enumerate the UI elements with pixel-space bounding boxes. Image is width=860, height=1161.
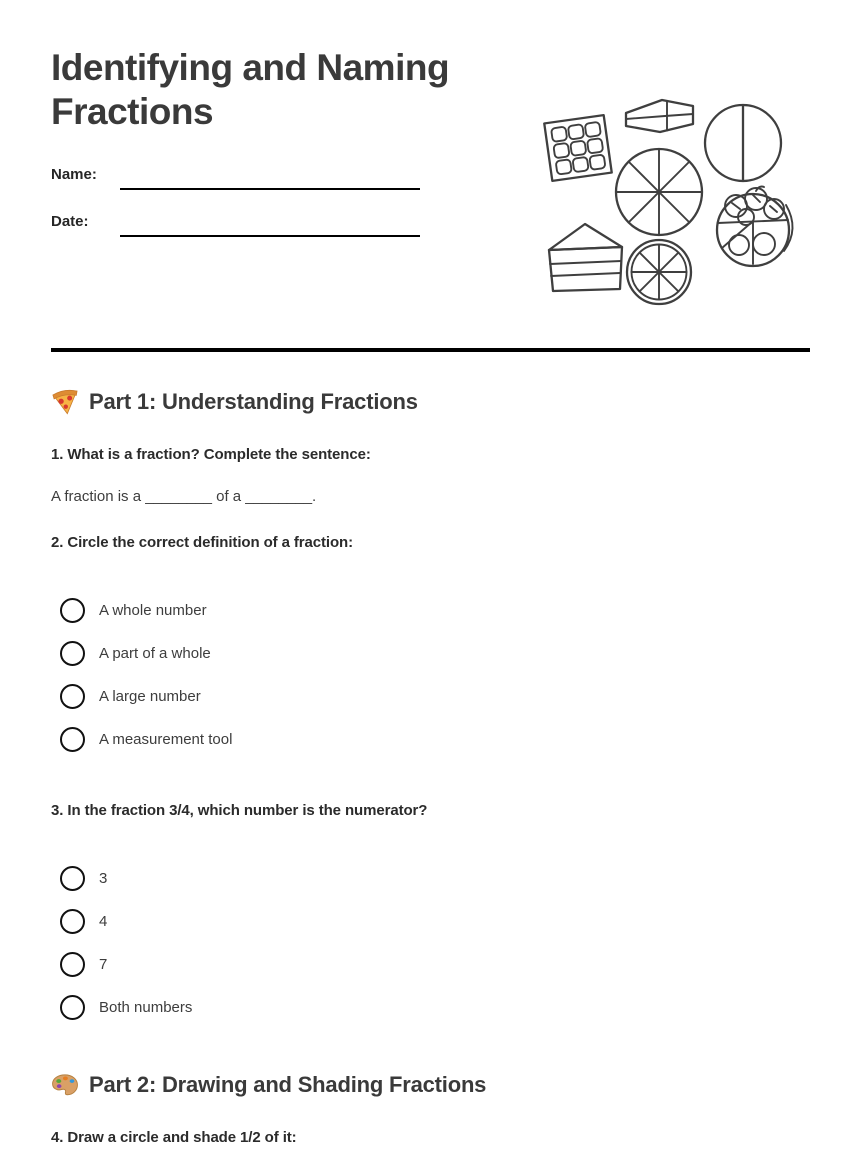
q3-option-row xyxy=(60,995,192,1020)
q3-option-row xyxy=(60,909,107,934)
q3-option2-label: 4 xyxy=(99,913,108,930)
q3-option-row xyxy=(60,866,107,891)
q3-option4-radio[interactable] xyxy=(60,995,85,1020)
q1-sentence: A fraction is a ________ of a ________. xyxy=(51,488,317,505)
chocolate-bar-icon xyxy=(544,115,611,181)
q2-option3-label: A large number xyxy=(99,688,201,705)
name-fill-line[interactable] xyxy=(120,188,420,190)
fraction-foods-illustration xyxy=(540,93,815,308)
q3-option2-radio[interactable] xyxy=(60,909,85,934)
q2-option1-label: A whole number xyxy=(99,602,207,619)
part1-heading-text: Part 1: Understanding Fractions xyxy=(89,389,418,414)
q2-option-row xyxy=(60,727,232,752)
date-fill-line[interactable] xyxy=(120,235,420,237)
q3-option3-radio[interactable] xyxy=(60,952,85,977)
palette-icon xyxy=(51,1071,79,1099)
q2-option4-label: A measurement tool xyxy=(99,731,233,748)
name-label: Name: xyxy=(51,166,97,183)
page-title: Identifying and Naming Fractions xyxy=(51,47,450,132)
part1-heading xyxy=(51,388,418,416)
part2-heading-text: Part 2: Drawing and Shading Fractions xyxy=(89,1072,487,1097)
loaf-icon xyxy=(626,100,693,132)
q3-prompt: 3. In the fraction 3/4, which number is the numerator? xyxy=(51,802,428,819)
q3-option3-label: 7 xyxy=(99,956,108,973)
q2-option-row xyxy=(60,598,207,623)
q3-option4-label: Both numbers xyxy=(99,999,193,1016)
cake-slice-icon xyxy=(549,224,622,291)
pizza-eight-slices-icon xyxy=(616,149,702,235)
q3-option1-label: 3 xyxy=(99,870,108,887)
q2-option2-radio[interactable] xyxy=(60,641,85,666)
q1-prompt: 1. What is a fraction? Complete the sentence: xyxy=(51,446,371,463)
orange-segments-icon xyxy=(627,240,691,304)
halved-circle-icon xyxy=(705,105,781,181)
fruit-pie-icon xyxy=(717,187,793,267)
q2-option1-radio[interactable] xyxy=(60,598,85,623)
q3-option1-radio[interactable] xyxy=(60,866,85,891)
q3-option-row xyxy=(60,952,107,977)
pizza-icon xyxy=(51,388,79,416)
q2-option2-label: A part of a whole xyxy=(99,645,211,662)
date-label: Date: xyxy=(51,213,89,230)
part2-heading xyxy=(51,1071,486,1099)
q2-option-row xyxy=(60,684,201,709)
q2-option3-radio[interactable] xyxy=(60,684,85,709)
q2-option-row xyxy=(60,641,211,666)
section-divider xyxy=(51,348,810,352)
q2-option4-radio[interactable] xyxy=(60,727,85,752)
q4-prompt: 4. Draw a circle and shade 1/2 of it: xyxy=(51,1129,297,1146)
q2-prompt: 2. Circle the correct definition of a fraction: xyxy=(51,534,354,551)
